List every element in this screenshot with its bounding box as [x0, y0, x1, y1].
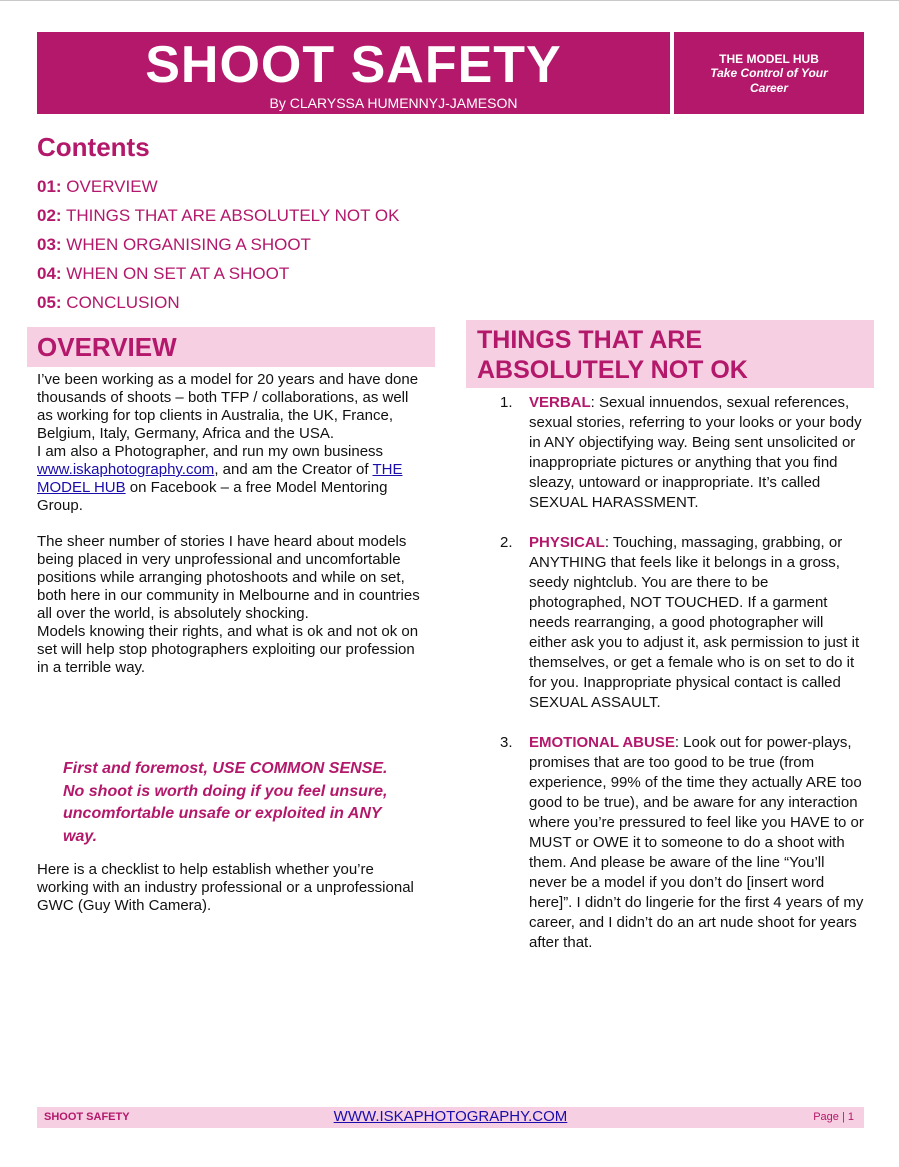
model-hub-link[interactable]: THE MODEL HUB — [37, 461, 403, 496]
toc-item-label: WHEN ORGANISING A SHOOT — [61, 235, 311, 254]
author-byline: By CLARYSSA HUMENNYJ-JAMESON — [269, 95, 518, 111]
toc-item-label: WHEN ON SET AT A SHOOT — [61, 264, 290, 283]
toc-item-label: CONCLUSION — [61, 293, 180, 312]
list-item — [500, 733, 865, 953]
list-number: 3. — [500, 734, 513, 751]
contents-heading: Contents — [37, 132, 150, 162]
page-top-rule — [0, 0, 899, 1]
list-item — [500, 393, 865, 513]
overview-paragraph — [37, 443, 427, 515]
not-ok-heading-line: THINGS THAT ARE — [477, 326, 702, 354]
iskaphotography-link[interactable]: www.iskaphotography.com — [37, 461, 215, 478]
toc-item-number: 04: — [37, 264, 62, 283]
list-keyword: EMOTIONAL ABUSE — [529, 734, 675, 751]
overview-heading: OVERVIEW — [27, 327, 435, 367]
table-of-contents — [37, 172, 399, 317]
common-sense-callout: First and foremost, USE COMMON SENSE. No shoot is worth doing if you feel unsure, uncomfortable unsafe or exploited in ANY way. — [63, 760, 388, 845]
page-footer — [37, 1107, 864, 1128]
not-ok-list — [500, 393, 865, 953]
paragraph-text: on Facebook – a free Model Mentoring Group. — [37, 479, 388, 514]
overview-paragraph: The sheer number of stories I have heard about models being placed in very unprofessional and uncomfortable positions while arranging photoshoots and while on set, both here in our community in Melbourne and in countries all over the world, is absolutely shocking. — [37, 533, 420, 622]
toc-item[interactable] — [37, 259, 399, 288]
page-number: Page | 1 — [813, 1111, 854, 1123]
list-number: 2. — [500, 534, 513, 551]
overview-paragraph: I’ve been working as a model for 20 years and have done thousands of shoots – both TFP / collaborations, as well as working for top clients in Australia, the UK, France, Belgium, Italy, Germany, Africa and the USA. — [37, 371, 419, 442]
list-item — [500, 533, 865, 713]
list-text: : Sexual innuendos, sexual references, sexual stories, referring to your looks or your body in ANY objectifying way. Being sent unsolicited or inappropriate pictures or anything that you find sleazy, untoward or inappropriate. It’s called SEXUAL HARASSMENT. — [529, 394, 862, 511]
list-text: : Look out for power-plays, promises that are too good to be true (from experience, 99% of the time they actually ARE too good to be true), and be aware for any interaction where you’re pressured to feel like you HAVE to or MUST or OWE it to someone to do a shoot with them. And please be aware of the line “You’ll never be a model if you don’t do [insert word here]”. I didn’t do lingerie for the first 4 years of my career, and I didn’t do an art nude shoot for years after that. — [529, 734, 864, 951]
toc-item-number: 05: — [37, 293, 62, 312]
list-keyword: VERBAL — [529, 394, 591, 411]
toc-item-number: 03: — [37, 235, 62, 254]
not-ok-heading-line: ABSOLUTELY NOT OK — [477, 356, 748, 384]
paragraph-text: , and am the Creator of — [214, 461, 373, 478]
list-keyword: PHYSICAL — [529, 534, 605, 551]
footer-title: SHOOT SAFETY — [44, 1111, 130, 1123]
toc-item-number: 01: — [37, 177, 62, 196]
checklist-intro: Here is a checklist to help establish whether you’re working with an industry professional or a unprofessional GWC (Guy With Camera). — [37, 861, 414, 914]
paragraph-text: I am also a Photographer, and run my own business — [37, 443, 384, 460]
model-hub-banner — [674, 32, 864, 114]
toc-item-label: THINGS THAT ARE ABSOLUTELY NOT OK — [61, 206, 400, 225]
title-banner — [37, 32, 670, 114]
list-text: : Touching, massaging, grabbing, or ANYTHING that feels like it belongs in a gross, seedy nightclub. You are there to be photographed, NOT TOUCHED. If a garment needs rearranging, a good photographer will either ask you to adjust it, ask permission to just it themselves, or get a female who is on set to do it for you. Inappropriate physical contact is called SEXUAL ASSAULT. — [529, 534, 860, 711]
toc-item[interactable] — [37, 201, 399, 230]
document-title: SHOOT SAFETY — [145, 36, 562, 94]
toc-item-number: 02: — [37, 206, 62, 225]
toc-item[interactable] — [37, 230, 399, 259]
overview-body — [37, 371, 427, 677]
not-ok-heading — [466, 320, 874, 388]
overview-paragraph: Models knowing their rights, and what is ok and not ok on set will help stop photographers exploiting our profession in a terrible way. — [37, 623, 419, 676]
toc-item-label: OVERVIEW — [61, 177, 158, 196]
list-number: 1. — [500, 394, 513, 411]
footer-website-link[interactable]: WWW.ISKAPHOTOGRAPHY.COM — [333, 1108, 568, 1125]
model-hub-tagline: Take Control of Your Career — [710, 66, 828, 95]
model-hub-title: THE MODEL HUB — [719, 52, 819, 66]
toc-item[interactable] — [37, 288, 399, 317]
toc-item[interactable] — [37, 172, 399, 201]
